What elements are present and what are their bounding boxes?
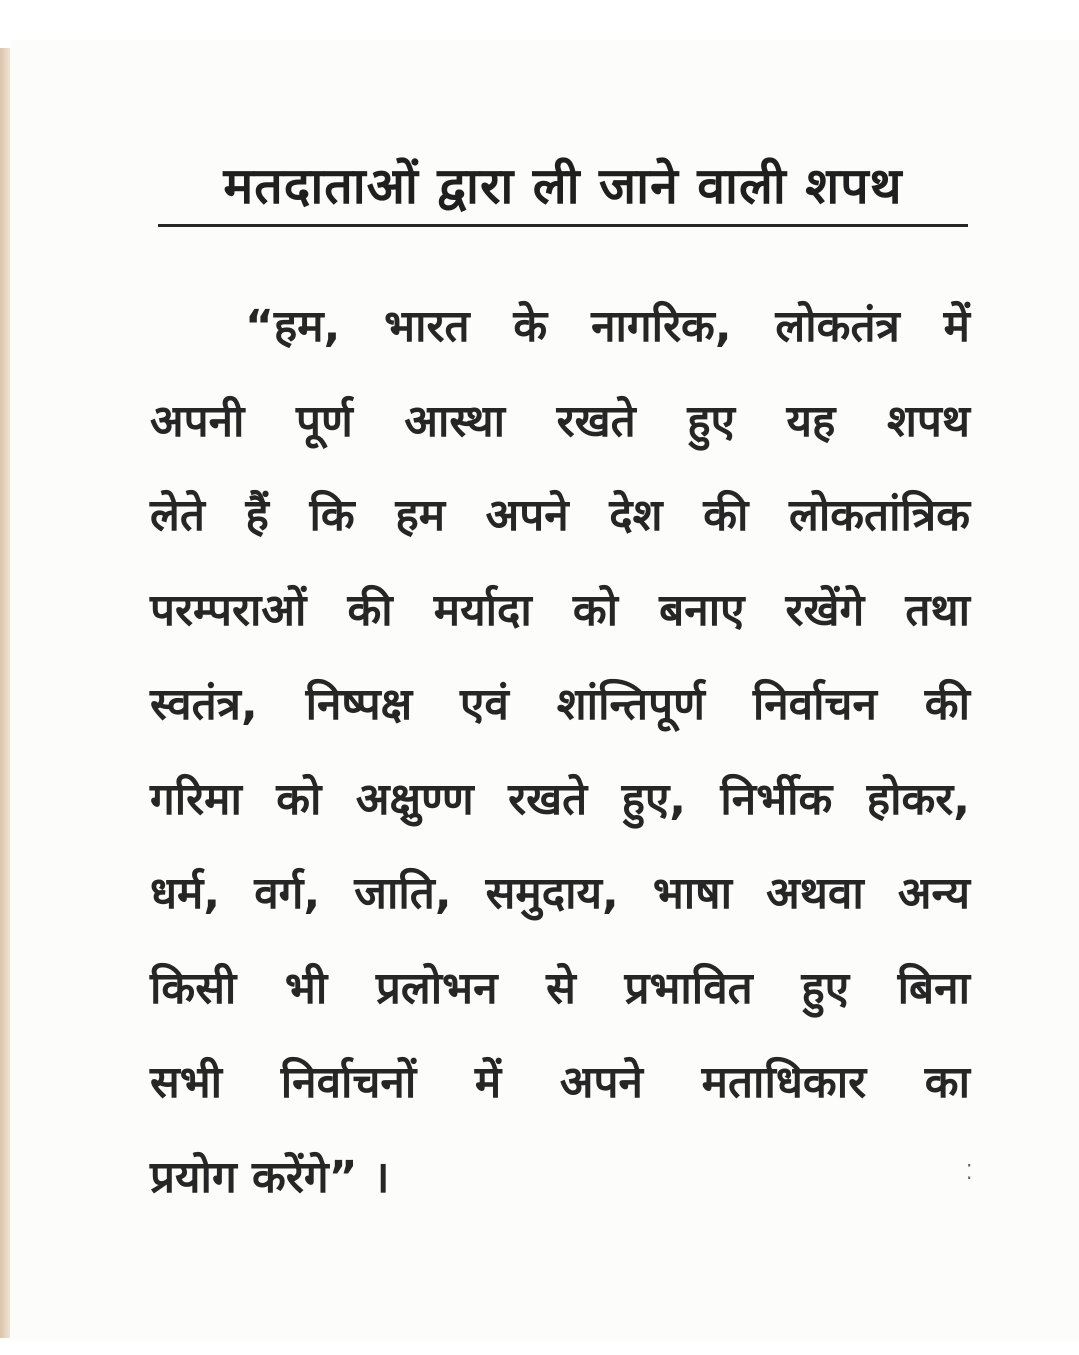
oath-line: गरिमा को अक्षुण्ण रखते हुए, निर्भीक होकर, bbox=[150, 773, 970, 825]
paper-edge-shadow bbox=[0, 48, 10, 1338]
oath-line: धर्म, वर्ग, जाति, समुदाय, भाषा अथवा अन्य bbox=[150, 868, 970, 919]
oath-paragraph bbox=[150, 280, 973, 1225]
ink-speck: ⁚ bbox=[966, 1160, 973, 1184]
oath-line: स्वतंत्र, निष्पक्ष एवं शांन्तिपूर्ण निर्वाचन की bbox=[150, 679, 970, 730]
document-title: मतदाताओं द्वारा ली जाने वाली शपथ bbox=[158, 150, 968, 227]
oath-line: “हम, भारत के नागरिक, लोकतंत्र में bbox=[245, 301, 970, 352]
oath-line: सभी निर्वाचनों में अपने मताधिकार का bbox=[150, 1057, 970, 1108]
oath-line: अपनी पूर्ण आस्था रखते हुए यह शपथ bbox=[150, 395, 970, 447]
oath-line: परम्पराओं की मर्यादा को बनाए रखेंगे तथा bbox=[150, 584, 970, 636]
oath-line: किसी भी प्रलोभन से प्रभावित हुए बिना bbox=[150, 962, 970, 1014]
oath-line: लेते हैं कि हम अपने देश की लोकतांत्रिक bbox=[150, 490, 970, 541]
oath-line-final: प्रयोग करेंगे” । bbox=[150, 1151, 390, 1203]
